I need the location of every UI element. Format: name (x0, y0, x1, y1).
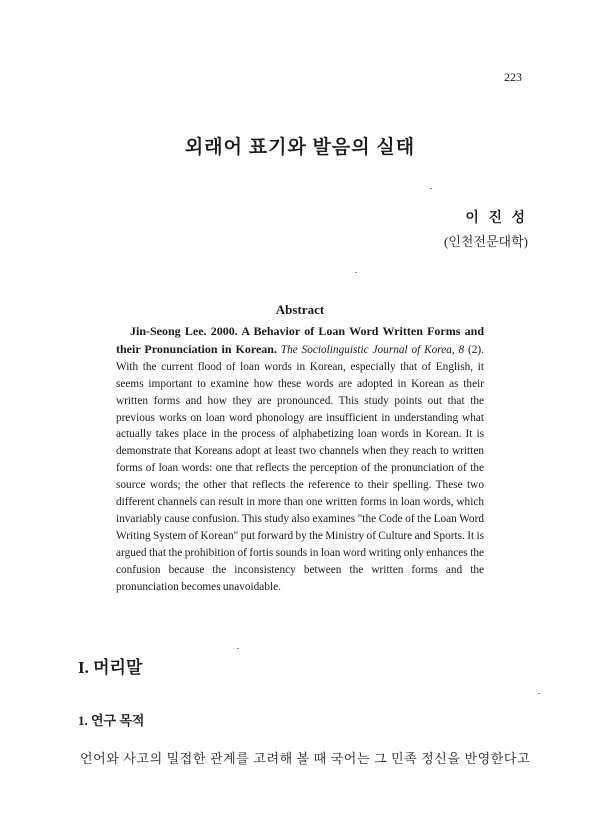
author-name: 이 진 성 (465, 211, 528, 226)
author-affiliation: (인천전문대학) (443, 234, 528, 249)
body-first-line: 언어와 사고의 밀접한 관계를 고려해 볼 때 국어는 그 민족 정신을 반영한다고 (80, 751, 531, 766)
section-heading: I. 머리말 (78, 658, 143, 677)
subsection-heading: 1. 연구 목적 (78, 713, 145, 728)
scan-speck (355, 272, 357, 273)
abstract-citation: Jin-Seong Lee. 2000. A Behavior of Loan Word Written Forms and their Pronunciation in Korean. (116, 324, 484, 356)
page-number: 223 (504, 70, 522, 84)
paper-title: 외래어 표기와 발음의 실태 (184, 137, 416, 158)
scan-speck (430, 188, 432, 189)
abstract-body (116, 323, 484, 596)
abstract-heading: Abstract (275, 302, 325, 317)
scan-speck (538, 693, 540, 694)
abstract-text: With the current flood of loan words in Korean, especially that of English, it seems important to examine how these words are adopted in Korean as their written forms and how they are pronounced. This study points out that the previous works on loan word phonology are insufficient in understanding what actually takes place in the process of alphabetizing loan words in Korean. It is demonstrate that Koreans adopt at least two channels when they reach to written forms of loan words: one that reflects the perception of the pronunciation of the source words; the other that reflects the reference to their spelling. These two different channels can result in more than one written forms in loan words, which invariably cause confusion. This study also examines "the Code of the Loan Word Writing System of Korean" put forward by the Ministry of Culture and Sports. It is argued that the prohibition of fortis sounds in loan word writing only enhances the confusion because the inconsistency between the written forms and the pronunciation becomes unavoidable. (116, 360, 484, 593)
abstract-issue: (2). (468, 343, 484, 356)
abstract-journal: The Sociolinguistic Journal of Korea, 8 (280, 343, 465, 356)
scan-speck (237, 648, 239, 649)
